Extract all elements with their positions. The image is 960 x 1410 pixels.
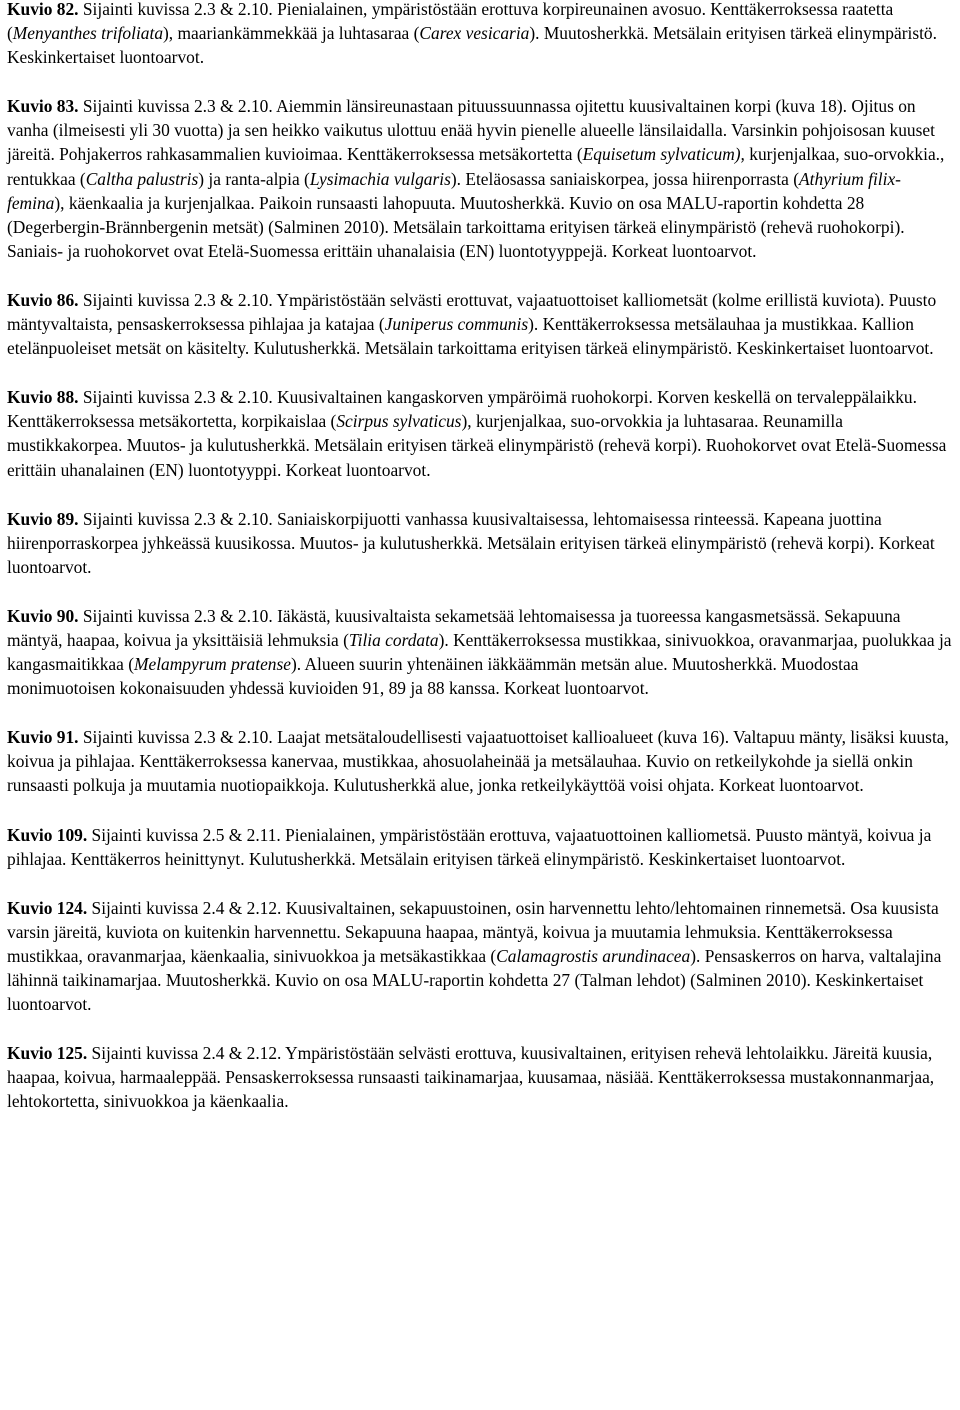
text-run: ). Muutosherkkä. Metsälain erityisen tärkeä elinympäristö. Keskinkertaiset luontoarvot. bbox=[7, 23, 937, 68]
entry-text bbox=[7, 604, 955, 700]
entry-text bbox=[7, 507, 955, 579]
text-run: ), käenkaalia ja kurjenjalkaa. Paikoin runsaasti lahopuuta. Muutosherkkä. Kuvio on osa MALU-raportin kohdetta 28 (Degerbergin-Brännbergenin metsät) (Salminen 2010). Metsälain tarkoittama erityisen tärkeä elinympäristö (rehevä ruohokorpi). Saniais- ja ruohokorvet ovat Etelä-Suomessa erittäin uhanalaisia (EN) luontotyyppejä. Korkeat luontoarvot. bbox=[7, 192, 905, 261]
species-name: Lysimachia vulgaris bbox=[309, 168, 451, 189]
kuvio-label: Kuvio 89. bbox=[7, 508, 79, 529]
entry-text bbox=[7, 823, 955, 871]
species-name: Athyrium filix-femina bbox=[7, 168, 901, 213]
entry-text bbox=[7, 385, 955, 481]
text-run: ). Eteläosassa saniaiskorpea, jossa hiirenporrasta ( bbox=[450, 168, 800, 189]
kuvio-entry-124 bbox=[7, 896, 955, 1016]
entry-text bbox=[7, 896, 955, 1016]
text-run: ). Alueen suurin yhtenäinen iäkkäämmän metsän alue. Muutosherkkä. Muodostaa monimuotoisen kokonaisuuden yhdessä kuvioiden 91, 89 ja 88 kanssa. Korkeat luontoarvot. bbox=[7, 654, 859, 699]
text-run: ), kurjenjalkaa, suo-orvokkia ja luhtasaraa. Reunamilla mustikkakorpea. Muutos- ja kulutusherkkä. Metsälain erityisen tärkeä elinympäristö (rehevä korpi). Ruohokorvet ovat Etelä-Suomessa erittäin uhanalainen (EN) luontotyyppi. Korkeat luontoarvot. bbox=[7, 411, 947, 480]
kuvio-entry-82 bbox=[7, 0, 955, 69]
text-run: Sijainti kuvissa 2.3 & 2.10. Iäkästä, kuusivaltaista sekametsää lehtomaisessa ja tuoreessa kangasmetsässä. Sekapuuna mäntyä, haapaa, koivua ja yksittäisiä lehmuksia ( bbox=[7, 605, 901, 650]
kuvio-entry-90 bbox=[7, 604, 955, 700]
text-run: ). Kenttäkerroksessa metsälauhaa ja mustikkaa. Kallion etelänpuoleiset metsät on käsitelty. Kulutusherkkä. Metsälain tarkoittama erityisen tärkeä elinympäristö. Keskinkertaiset luontoarvot. bbox=[7, 314, 934, 359]
kuvio-label: Kuvio 88. bbox=[7, 387, 79, 408]
species-name: Scirpus sylvaticus bbox=[336, 411, 462, 432]
kuvio-label: Kuvio 109. bbox=[7, 824, 88, 845]
text-run: Sijainti kuvissa 2.3 & 2.10. Laajat metsätaloudellisesti vajaatuottoiset kallioalueet (kuva 16). Valtapuu mänty, lisäksi kuusta, koivua ja pihlajaa. Kenttäkerroksessa kanervaa, mustikkaa, ahosuolaheinää ja metsälauhaa. Kuvio on retkeilykohde ja siellä onkin runsaasti polkuja ja muutamia nuotiopaikkoja. Kulutusherkkä alue, jonka retkeilykäyttöä voisi ohjata. Korkeat luontoarvot. bbox=[7, 727, 949, 796]
document-page bbox=[7, 0, 955, 1138]
entry-text bbox=[7, 725, 955, 797]
text-run: Sijainti kuvissa 2.3 & 2.10. Kuusivaltainen kangaskorven ympäröimä ruohokorpi. Korven keskellä on tervaleppälaikku. Kenttäkerroksessa metsäkortetta, korpikaislaa ( bbox=[7, 387, 917, 432]
kuvio-entry-91 bbox=[7, 725, 955, 797]
species-name: Melampyrum pratense bbox=[134, 654, 291, 675]
entry-text bbox=[7, 0, 955, 69]
kuvio-label: Kuvio 82. bbox=[7, 0, 79, 19]
kuvio-entry-86 bbox=[7, 288, 955, 360]
species-name: Menyanthes trifoliata bbox=[12, 23, 164, 44]
species-name: Tilia cordata bbox=[348, 629, 439, 650]
kuvio-label: Kuvio 83. bbox=[7, 96, 79, 117]
text-run: Sijainti kuvissa 2.4 & 2.12. Ympäristöstään selvästi erottuva, kuusivaltainen, erityisen rehevä lehtolaikku. Järeitä kuusia, haapaa, koivua, harmaaleppää. Pensaskerroksessa runsaasti taikinamarjaa, kuusamaa, näsiää. Kenttäkerroksessa mustakonnanmarjaa, lehtokortetta, sinivuokkoa ja käenkaalia. bbox=[7, 1043, 935, 1112]
kuvio-entry-109 bbox=[7, 823, 955, 871]
kuvio-entry-88 bbox=[7, 385, 955, 481]
entry-text bbox=[7, 1041, 955, 1113]
species-name: Calamagrostis arundinacea bbox=[496, 945, 691, 966]
kuvio-label: Kuvio 124. bbox=[7, 897, 88, 918]
text-run: Sijainti kuvissa 2.3 & 2.10. Saniaiskorpijuotti vanhassa kuusivaltaisessa, lehtomaisessa rinteessä. Kapeana juottina hiirenporraskorpea jyhkeässä kuusikossa. Muutos- ja kulutusherkkä. Metsälain erityisen tärkeä elinympäristö (rehevä korpi). Korkeat luontoarvot. bbox=[7, 508, 935, 577]
kuvio-label: Kuvio 125. bbox=[7, 1043, 88, 1064]
text-run: ). Pensaskerros on harva, valtalajina lähinnä taikinamarjaa. Muutosherkkä. Kuvio on osa MALU-raportin kohdetta 27 (Talman lehdot) (Salminen 2010). Keskinkertaiset luontoarvot. bbox=[7, 945, 942, 1015]
text-run: Sijainti kuvissa 2.5 & 2.11. Pienialainen, ympäristöstään erottuva, vajaatuottoinen kalliometsä. Puusto mäntyä, koivua ja pihlajaa. Kenttäkerros heinittynyt. Kulutusherkkä. Metsälain erityisen tärkeä elinympäristö. Keskinkertaiset luontoarvot. bbox=[7, 824, 932, 869]
entry-text bbox=[7, 288, 955, 360]
text-run: ), maariankämmekkää ja luhtasaraa ( bbox=[163, 23, 420, 44]
text-run: kurjenjalkaa, suo-orvokkia., rentukkaa ( bbox=[7, 144, 945, 189]
text-run: ). Kenttäkerroksessa mustikkaa, sinivuokkoa, oravanmarjaa, puolukkaa ja kangasmaitikkaa ( bbox=[7, 629, 952, 675]
text-run: Sijainti kuvissa 2.4 & 2.12. Kuusivaltainen, sekapuustoinen, osin harvennettu lehto/lehtomainen rinnemetsä. Osa kuusista varsin järeitä, kuviota on kuitenkin harvennettu. Sekapuuna haapaa, mäntyä, koivua ja muutamia lehmuksia. Kenttäkerroksessa mustikkaa, oravanmarjaa, käenkaalia, sinivuokkoa ja metsäkastikkaa ( bbox=[7, 897, 939, 966]
species-name: Juniperus communis bbox=[384, 314, 529, 335]
kuvio-label: Kuvio 90. bbox=[7, 605, 79, 626]
kuvio-entry-89 bbox=[7, 507, 955, 579]
species-name: Carex vesicaria bbox=[419, 23, 530, 44]
text-run: Sijainti kuvissa 2.3 & 2.10. Aiemmin länsireunastaan pituussuunnassa ojitettu kuusivaltainen korpi (kuva 18). Ojitus on vanha (ilmeisesti yli 30 vuotta) ja sen heikko vaikutus ulottuu enää hyvin pienelle alueelle länsilaidalla. Varsinkin pohjoisosan kuuset järeitä. Pohjakerros rahkasammalien kuvioimaa. Kenttäkerroksessa metsäkortetta ( bbox=[7, 96, 935, 165]
kuvio-entry-125 bbox=[7, 1041, 955, 1113]
text-run: ) ja ranta-alpia ( bbox=[198, 168, 310, 189]
text-run: Sijainti kuvissa 2.3 & 2.10. Ympäristöstään selvästi erottuvat, vajaatuottoiset kalliometsät (kolme erillistä kuviota). Puusto mäntyvaltaista, pensaskerroksessa pihlajaa ja katajaa ( bbox=[7, 289, 937, 335]
species-name: Equisetum sylvaticum), bbox=[582, 144, 745, 165]
text-run: Sijainti kuvissa 2.3 & 2.10. Pienialainen, ympäristöstään erottuva korpireunainen avosuo. Kenttäkerroksessa raatetta ( bbox=[7, 0, 894, 44]
species-name: Caltha palustris bbox=[85, 168, 199, 189]
entry-text bbox=[7, 94, 955, 263]
kuvio-entry-83 bbox=[7, 94, 955, 263]
kuvio-label: Kuvio 86. bbox=[7, 289, 79, 310]
kuvio-label: Kuvio 91. bbox=[7, 727, 79, 748]
